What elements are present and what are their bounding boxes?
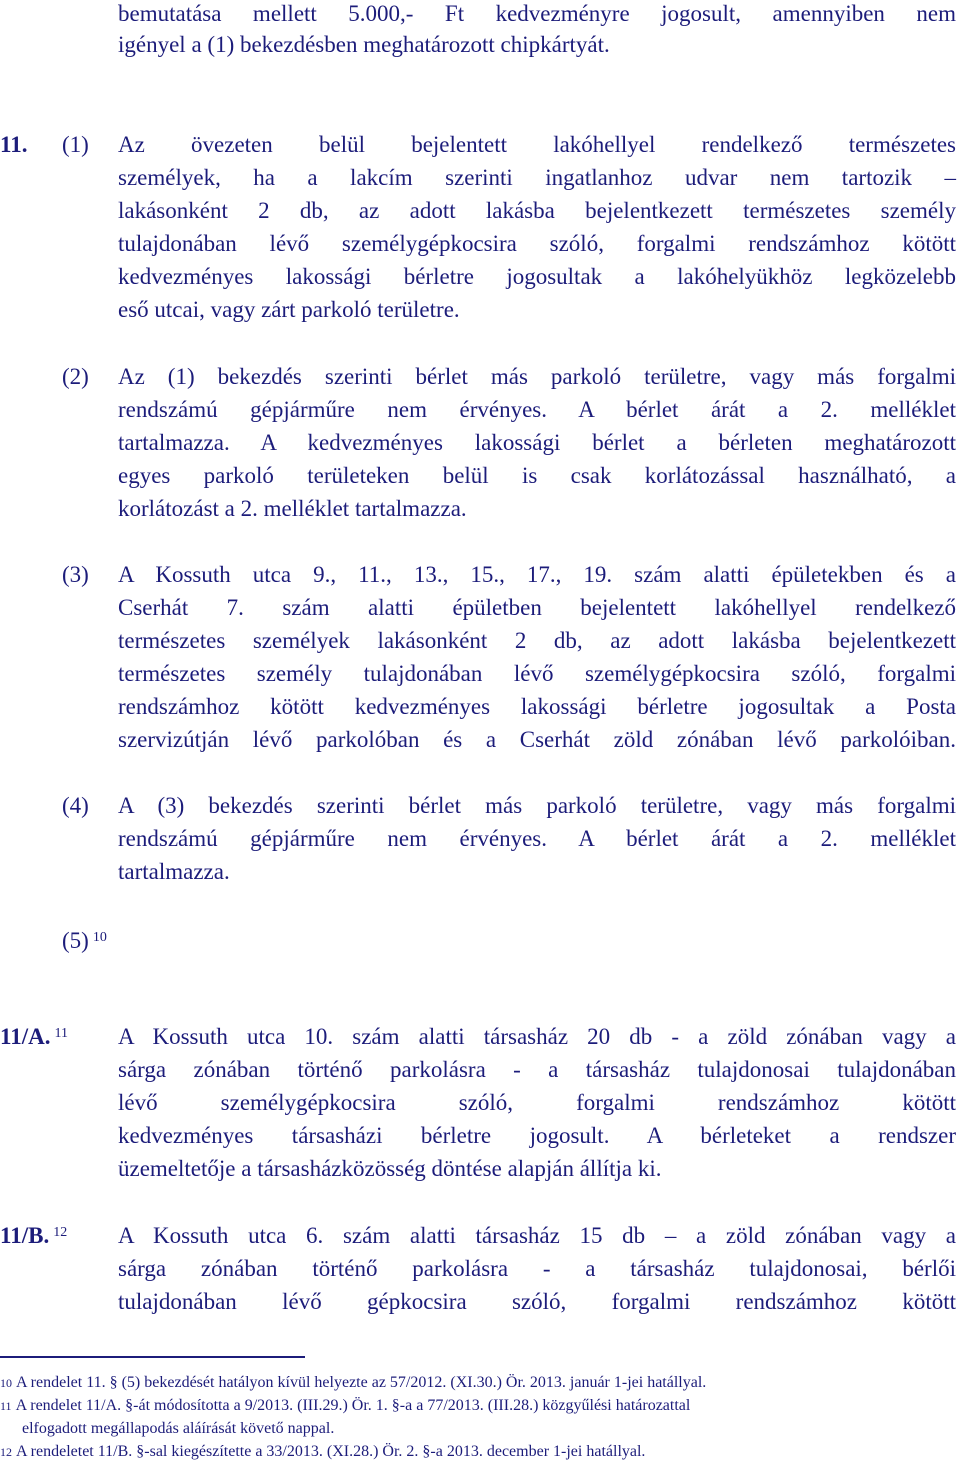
text-line: kedvezményes lakossági bérletre jogosultak a lakóhelyükhöz legközelebb bbox=[118, 264, 956, 289]
text-line: A Kossuth utca 10. szám alatti társasház 20 db - a zöld zónában vagy a bbox=[118, 1024, 956, 1049]
footnote-ref[interactable]: 10 bbox=[92, 930, 107, 945]
paragraph-marker: (2) bbox=[62, 364, 89, 389]
paragraph-marker bbox=[62, 927, 107, 955]
footnote bbox=[0, 1396, 690, 1416]
footnote-ref[interactable]: 11 bbox=[54, 1026, 68, 1041]
text-line: korlátozást a 2. melléklet tartalmazza. bbox=[118, 496, 467, 521]
text-line: lévő személygépkocsira szóló, forgalmi rendszámhoz kötött bbox=[118, 1090, 956, 1115]
footnote-number: 12 bbox=[0, 1445, 12, 1459]
footnote-continuation bbox=[22, 1419, 334, 1439]
section-heading bbox=[0, 1222, 67, 1250]
text-line: sárga zónában történő parkolásra - a társasház tulajdonosai, bérlői bbox=[118, 1256, 956, 1281]
text-line: rendszámhoz kötött kedvezményes lakossági bérletre jogosultak a Posta bbox=[118, 694, 956, 719]
footnote-text: A rendeletet 11/B. §-sal kiegészítette a 33/2013. (XI.28.) Ör. 2. §-a 2013. december 1-jei hatállyal. bbox=[16, 1443, 646, 1460]
paragraph-marker: (1) bbox=[62, 132, 89, 157]
section-heading bbox=[0, 1023, 68, 1051]
text-line: egyes parkoló területeken belül is csak korlátozással használható, a bbox=[118, 463, 956, 488]
text-line: eső utcai, vagy zárt parkoló területre. bbox=[118, 297, 460, 322]
text-line: tulajdonában lévő gépkocsira szóló, forgalmi rendszámhoz kötött bbox=[118, 1289, 956, 1314]
paragraph-marker: (4) bbox=[62, 793, 89, 818]
paragraph-5-marker: (5) bbox=[62, 928, 89, 953]
text-line: üzemeltetője a társasházközösség döntése alapján állítja ki. bbox=[118, 1156, 662, 1181]
text-line: A (3) bekezdés szerinti bérlet más parkoló területre, vagy más forgalmi bbox=[118, 793, 956, 818]
footnote-text: A rendelet 11/A. §-át módosította a 9/2013. (III.29.) Ör. 1. §-a a 77/2013. (III.28.) közgyűlési határozattal bbox=[15, 1397, 691, 1414]
footnote-separator bbox=[0, 1356, 305, 1358]
text-line: rendszámú gépjárműre nem érvényes. A bérlet árát a 2. melléklet bbox=[118, 826, 956, 851]
text-line: Cserhát 7. szám alatti épületben bejelentett lakóhellyel rendelkező bbox=[118, 595, 956, 620]
text-line: Az (1) bekezdés szerinti bérlet más parkoló területre, vagy más forgalmi bbox=[118, 364, 956, 389]
footnote-text: A rendelet 11. § (5) bekezdését hatályon kívül helyezte az 57/2012. (XI.30.) Ör. 2013. január 1-jei hatállyal. bbox=[16, 1374, 707, 1391]
text-line: bemutatása mellett 5.000,- Ft kedvezményre jogosult, amennyiben nem bbox=[118, 1, 956, 26]
text-line: sárga zónában történő parkolásra - a társasház tulajdonosai tulajdonában bbox=[118, 1057, 956, 1082]
text-line: kedvezményes társasházi bérletre jogosult. A bérleteket a rendszer bbox=[118, 1123, 956, 1148]
text-line: lakásonként 2 db, az adott lakásba bejelentkezett természetes személy bbox=[118, 198, 956, 223]
text-line: tartalmazza. bbox=[118, 859, 230, 884]
text-line: természetes személyek lakásonként 2 db, az adott lakásba bejelentkezett bbox=[118, 628, 956, 653]
footnote bbox=[0, 1373, 706, 1393]
text-line: személyek, ha a lakcím szerinti ingatlanhoz udvar nem tartozik – bbox=[118, 165, 956, 190]
text-line: rendszámú gépjárműre nem érvényes. A bérlet árát a 2. melléklet bbox=[118, 397, 956, 422]
footnote bbox=[0, 1442, 645, 1462]
text-line: tulajdonában lévő személygépkocsira szóló, forgalmi rendszámhoz kötött bbox=[118, 231, 956, 256]
text-line: Az övezeten belül bejelentett lakóhellyel rendelkező természetes bbox=[118, 132, 956, 157]
footnote-text: elfogadott megállapodás aláírását követő nappal. bbox=[22, 1420, 335, 1437]
text-line: A Kossuth utca 9., 11., 13., 15., 17., 19. szám alatti épületekben és a bbox=[118, 562, 956, 587]
footnote-number: 10 bbox=[0, 1376, 12, 1390]
text-line: szervizútján lévő parkolóban és a Cserhát zöld zónában lévő parkolóiban. bbox=[118, 727, 956, 752]
section-number: 11/B. bbox=[0, 1223, 50, 1248]
text-line: természetes személy tulajdonában lévő személygépkocsira szóló, forgalmi bbox=[118, 661, 956, 686]
footnote-number: 11 bbox=[0, 1399, 12, 1413]
text-line: A Kossuth utca 6. szám alatti társasház 15 db – a zöld zónában vagy a bbox=[118, 1223, 956, 1248]
section-number: 11. bbox=[0, 132, 28, 157]
section-number: 11/A. bbox=[0, 1024, 51, 1049]
footnote-ref[interactable]: 12 bbox=[53, 1225, 68, 1240]
text-line: tartalmazza. A kedvezményes lakossági bérlet a bérleten meghatározott bbox=[118, 430, 956, 455]
text-line: igényel a (1) bekezdésben meghatározott chipkártyát. bbox=[118, 32, 610, 57]
paragraph-marker: (3) bbox=[62, 562, 89, 587]
